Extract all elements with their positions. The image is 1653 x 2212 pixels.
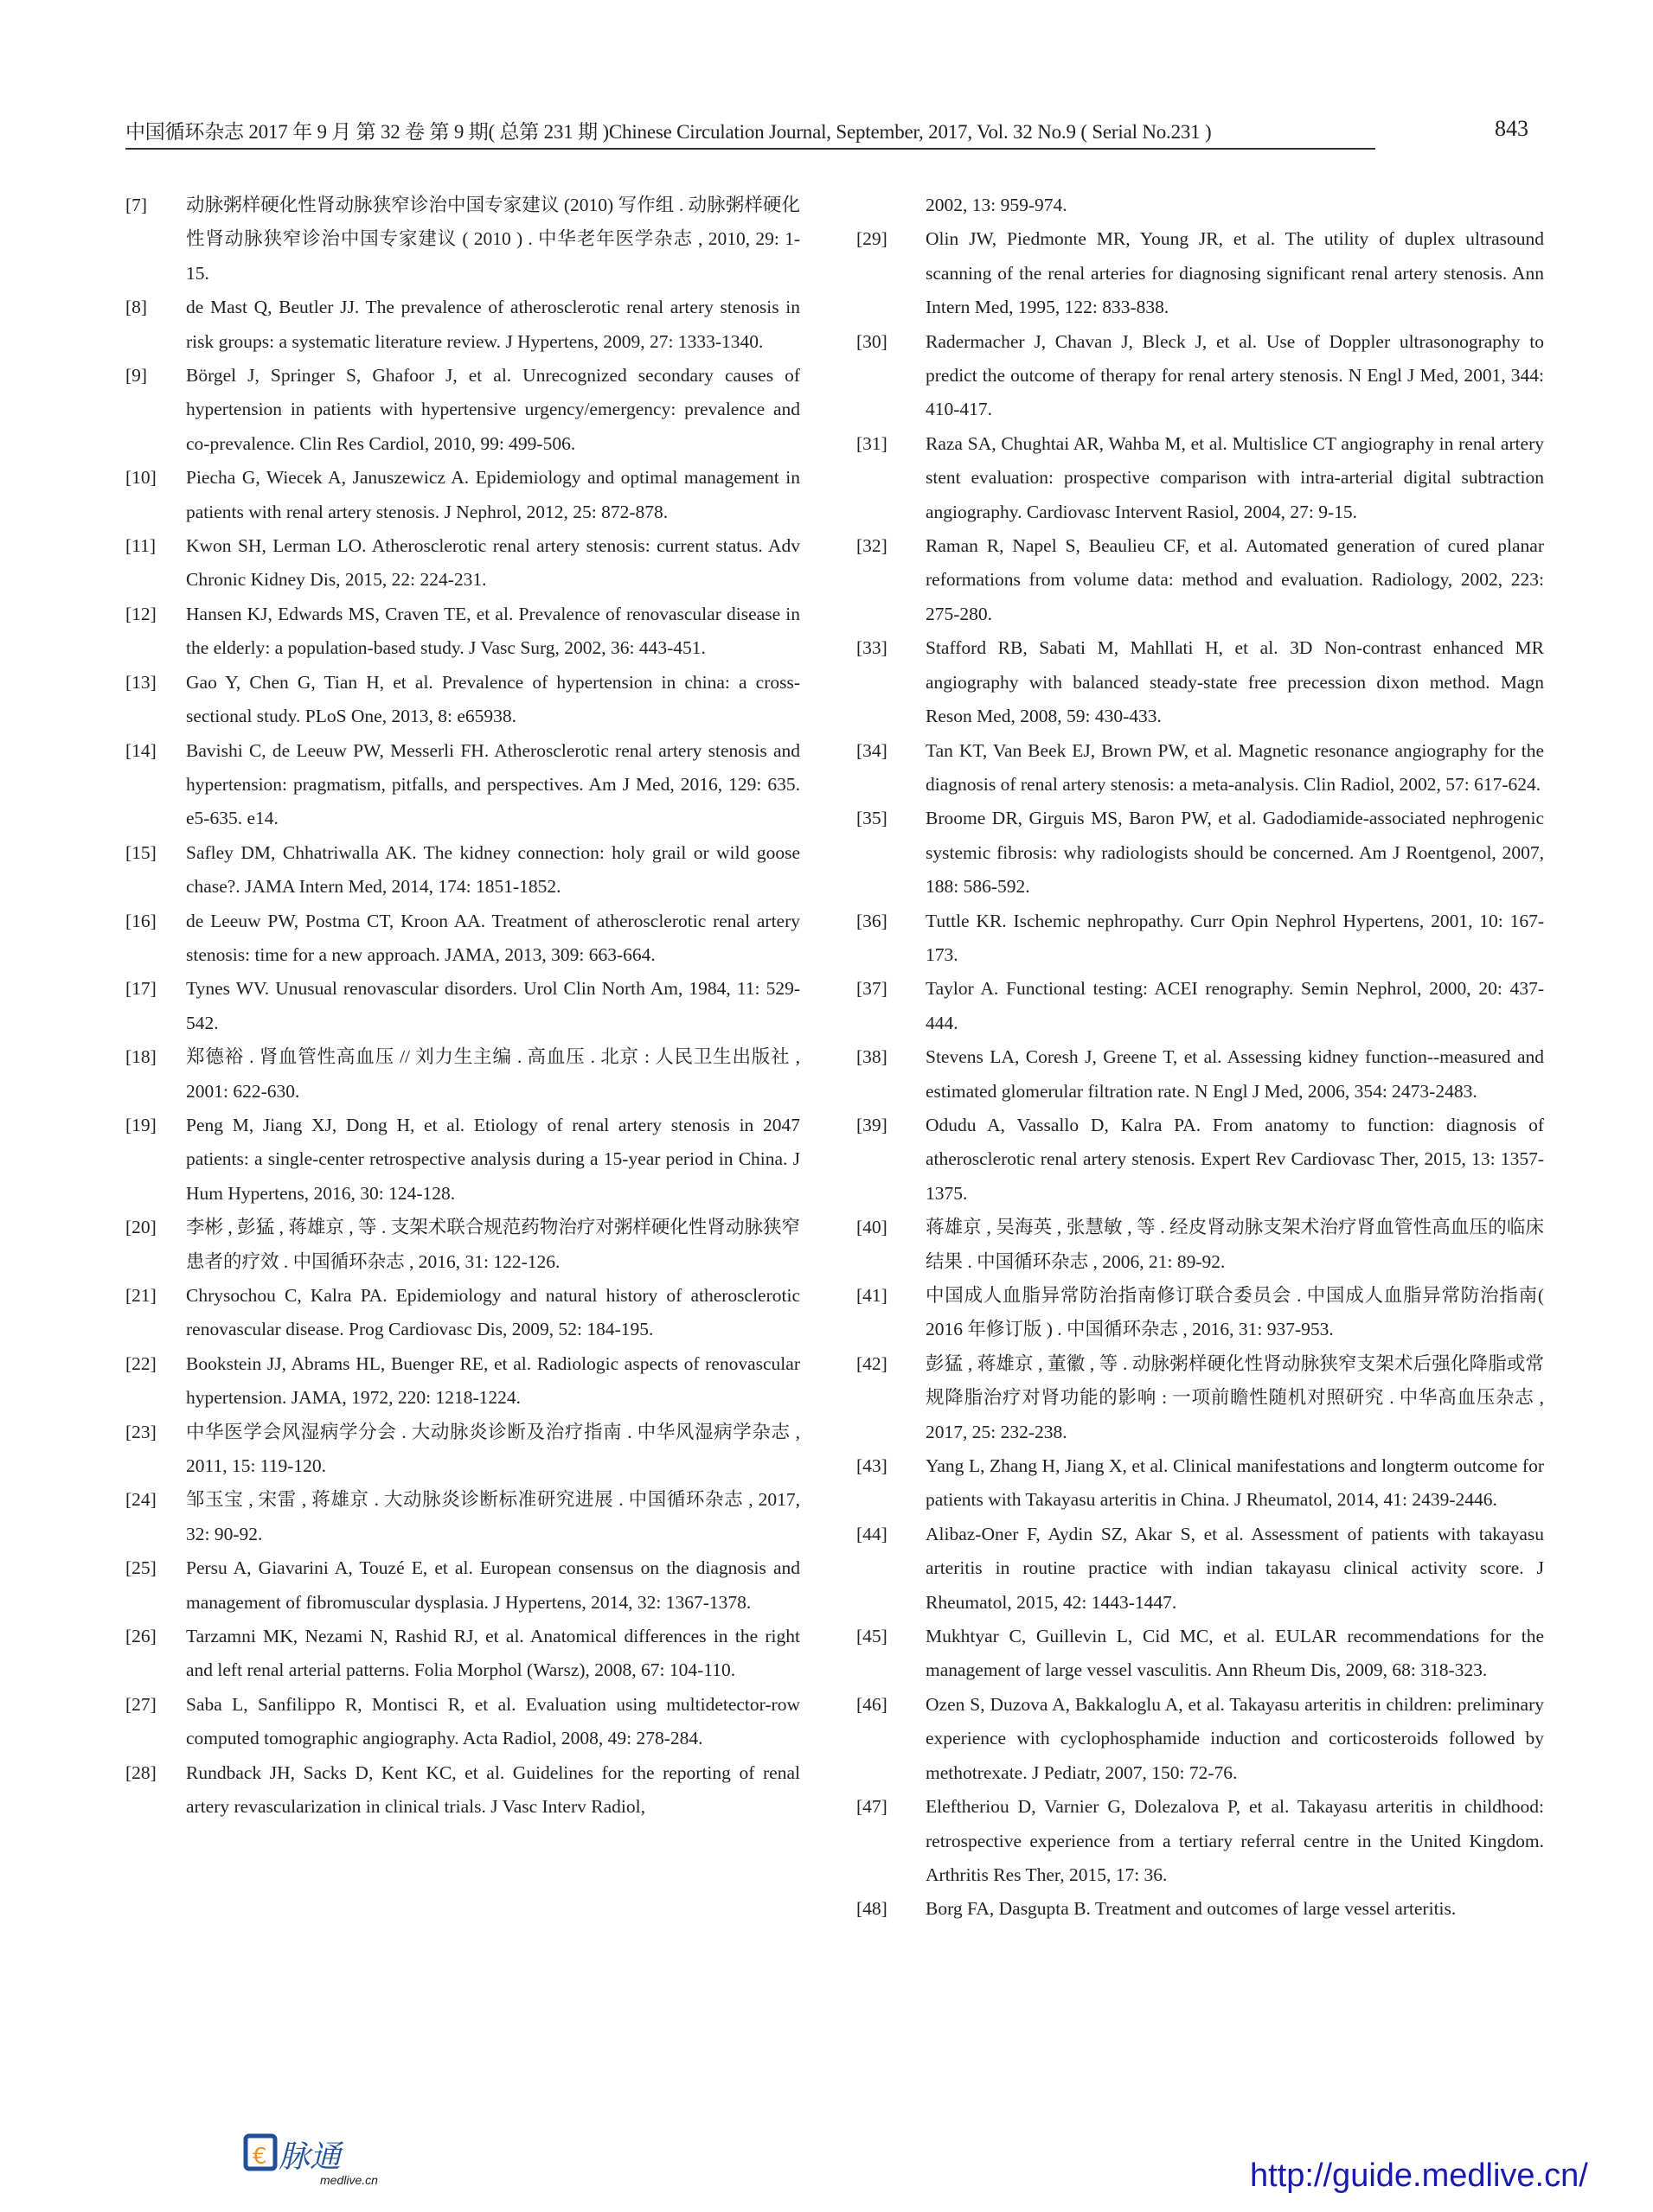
reference-number: [33] [856,637,887,659]
reference-item [856,1620,1544,1688]
reference-text: Eleftheriou D, Varnier G, Dolezalova P, et al. Takayasu arteritis in childhood: retrospective experience from a tertiary referral centre in the United Kingdom. Arthritis Res Ther, 2015, 17: 36. [926,1796,1544,1885]
reference-text: Persu A, Giavarini A, Touzé E, et al. European consensus on the diagnosis and management of fibromuscular dysplasia. J Hypertens, 2014, 32: 1367-1378. [186,1557,800,1613]
reference-number: [20] [125,1217,157,1238]
reference-number: [41] [856,1285,887,1306]
reference-item [856,1040,1544,1109]
reference-number: [48] [856,1898,887,1920]
reference-item [125,529,800,598]
reference-item [856,1892,1544,1926]
reference-item [856,529,1544,631]
reference-text: Raza SA, Chughtai AR, Wahba M, et al. Multislice CT angiography in renal artery stent evaluation: prospective comparison with intra-arterial digital subtraction angiography. Cardiovasc Intervent Rasiol, 2004, 27: 9-15. [926,432,1544,522]
reference-text: Borg FA, Dasgupta B. Treatment and outcomes of large vessel arteritis. [926,1898,1457,1920]
left-column [125,189,800,1825]
reference-text: Rundback JH, Sacks D, Kent KC, et al. Guidelines for the reporting of renal artery revascularization in clinical trials. J Vasc Interv Radiol, [186,1761,800,1818]
reference-text: Raman R, Napel S, Beaulieu CF, et al. Automated generation of cured planar reformations from volume data: method and evaluation. Radiology, 2002, 223: 275-280. [926,535,1544,624]
reference-item [856,222,1544,324]
reference-item [125,1347,800,1416]
reference-item [125,1211,800,1279]
svg-text:€: € [253,2144,267,2170]
reference-text: Bookstein JJ, Abrams HL, Buenger RE, et al. Radiologic aspects of renovascular hypertension. JAMA, 1972, 220: 1218-1224. [186,1352,800,1409]
reference-item [856,1790,1544,1892]
reference-number: [46] [856,1693,887,1715]
reference-item [856,734,1544,802]
reference-item [856,1109,1544,1211]
reference-item [125,1551,800,1620]
reference-number: [26] [125,1626,157,1647]
reference-number: [13] [125,671,157,693]
reference-text: Olin JW, Piedmonte MR, Young JR, et al. The utility of duplex ultrasound scanning of the renal arteries for diagnosing significant renal artery stenosis. Ann Intern Med, 1995, 122: 833-838. [926,228,1544,318]
reference-text: 邹玉宝 , 宋雷 , 蒋雄京 . 大动脉炎诊断标准研究进展 . 中国循环杂志 , 2017, 32: 90-92. [186,1489,800,1544]
reference-item [125,972,800,1040]
reference-item [125,836,800,905]
reference-text: Bavishi C, de Leeuw PW, Messerli FH. Atherosclerotic renal artery stenosis and hypertension: pragmatism, pitfalls, and perspectives. Am J Med, 2016, 129: 635. e5-635. e14. [186,739,800,829]
page-number: 843 [1495,116,1528,141]
reference-text: Stafford RB, Sabati M, Mahllati H, et al. 3D Non-contrast enhanced MR angiography with balanced steady-state free precession dixon method. Magn Reson Med, 2008, 59: 430-433. [926,637,1544,727]
reference-number: [12] [125,603,157,624]
reference-item [125,1483,800,1551]
reference-text: 李彬 , 彭猛 , 蒋雄京 , 等 . 支架术联合规范药物治疗对粥样硬化性肾动脉狭窄患者的疗效 . 中国循环杂志 , 2016, 31: 122-126. [186,1217,800,1272]
reference-number: [21] [125,1285,157,1306]
reference-number: [45] [856,1626,887,1647]
reference-text: 郑德裕 . 肾血管性高血压 // 刘力生主编 . 高血压 . 北京 : 人民卫生出版社 , 2001: 622-630. [186,1046,800,1102]
reference-number: [31] [856,432,887,454]
reference-item [125,1416,800,1484]
reference-text: Alibaz-Oner F, Aydin SZ, Akar S, et al. Assessment of patients with takayasu arteritis in routine practice with indian takayasu clinical activity score. J Rheumatol, 2015, 42: 1443-1447. [926,1523,1544,1613]
reference-item [856,325,1544,427]
reference-item [856,1449,1544,1518]
reference-text: Yang L, Zhang H, Jiang X, et al. Clinical manifestations and longterm outcome for patients with Takayasu arteritis in China. J Rheumatol, 2014, 41: 2439-2446. [926,1455,1544,1511]
reference-text: Safley DM, Chhatriwalla AK. The kidney connection: holy grail or wild goose chase?. JAMA Intern Med, 2014, 174: 1851-1852. [186,841,800,898]
reference-item [125,359,800,461]
reference-text: 蒋雄京 , 吴海英 , 张慧敏 , 等 . 经皮肾动脉支架术治疗肾血管性高血压的临床结果 . 中国循环杂志 , 2006, 21: 89-92. [926,1217,1544,1272]
reference-number: [15] [125,841,157,863]
reference-text: de Mast Q, Beutler JJ. The prevalence of atherosclerotic renal artery stenosis in risk groups: a systematic literature review. J Hypertens, 2009, 27: 1333-1340. [186,297,800,352]
medlive-logo [242,2129,407,2190]
reference-number: [11] [125,535,157,557]
reference-text: 中华医学会风湿病学分会 . 大动脉炎诊断及治疗指南 . 中华风湿病学杂志 , 2011, 15: 119-120. [186,1421,800,1477]
reference-number: [47] [856,1796,887,1818]
reference-number: [29] [856,228,887,250]
reference-text: Odudu A, Vassallo D, Kalra PA. From anatomy to function: diagnosis of atherosclerotic renal artery stenosis. Expert Rev Cardiovasc Ther, 2015, 13: 1357-1375. [926,1114,1544,1204]
reference-item [125,666,800,734]
reference-text: Radermacher J, Chavan J, Bleck J, et al. Use of Doppler ultrasonography to predict the outcome of therapy for renal artery stenosis. N Engl J Med, 2001, 344: 410-417. [926,330,1544,420]
reference-item [856,1347,1544,1449]
reference-number: [44] [856,1523,887,1544]
reference-number: [17] [125,978,157,1000]
svg-text:medlive.cn: medlive.cn [320,2173,378,2187]
reference-text: Tarzamni MK, Nezami N, Rashid RJ, et al. Anatomical differences in the right and left renal arterial patterns. Folia Morphol (Warsz), 2008, 67: 104-110. [186,1626,800,1681]
reference-number: [8] [125,297,148,318]
reference-number: [28] [125,1761,157,1783]
reference-number: [18] [125,1046,157,1068]
reference-text: Tan KT, Van Beek EJ, Brown PW, et al. Magnetic resonance angiography for the diagnosis of renal artery stenosis: a meta-analysis. Clin Radiol, 2002, 57: 617-624. [926,739,1544,795]
reference-text: Ozen S, Duzova A, Bakkaloglu A, et al. Takayasu arteritis in children: preliminary experience with cyclophosphamide induction and corticosteroids followed by methotrexate. J Pediatr, 2007, 150: 72-76. [926,1693,1544,1783]
reference-item [856,1688,1544,1790]
svg-text:脉通: 脉通 [279,2139,342,2175]
reference-text: Börgel J, Springer S, Ghafoor J, et al. Unrecognized secondary causes of hypertension in patients with hypertensive urgency/emergency: prevalence and co-prevalence. Clin Res Cardiol, 2010, 99: 499-506. [186,365,800,454]
reference-item [125,1040,800,1109]
reference-number: [32] [856,535,887,557]
reference-item [856,1279,1544,1347]
reference-item [856,427,1544,529]
reference-text: Gao Y, Chen G, Tian H, et al. Prevalence of hypertension in china: a cross-sectional study. PLoS One, 2013, 8: e65938. [186,671,800,727]
reference-number: [30] [856,330,887,352]
reference-item [125,905,800,973]
reference-number: [34] [856,739,887,761]
reference-text: Saba L, Sanfilippo R, Montisci R, et al. Evaluation using multidetector-row computed tomographic angiography. Acta Radiol, 2008, 49: 278-284. [186,1693,800,1749]
reference-number: [42] [856,1352,887,1374]
reference-text: Hansen KJ, Edwards MS, Craven TE, et al. Prevalence of renovascular disease in the elderly: a population-based study. J Vasc Surg, 2002, 36: 443-451. [186,603,800,659]
reference-number: [38] [856,1046,887,1068]
reference-number: [25] [125,1557,157,1579]
reference-item [125,1620,800,1688]
right-column [856,189,1544,1927]
reference-text: Piecha G, Wiecek A, Januszewicz A. Epidemiology and optimal management in patients with renal artery stenosis. J Nephrol, 2012, 25: 872-878. [186,467,800,522]
reference-item [856,905,1544,973]
reference-number: [35] [856,808,887,829]
running-header: 中国循环杂志 2017 年 9 月 第 32 卷 第 9 期( 总第 231 期 )Chinese Circulation Journal, September, 2017, Vol. 32 No.9 ( Serial No.231 ) [125,116,1375,150]
reference-number: [36] [856,910,887,931]
reference-number: [24] [125,1489,157,1511]
reference-item [125,1279,800,1347]
reference-item [856,1518,1544,1620]
reference-number: [22] [125,1352,157,1374]
reference-text: 中国成人血脂异常防治指南修订联合委员会 . 中国成人血脂异常防治指南( 2016 年修订版 ) . 中国循环杂志 , 2016, 31: 937-953. [926,1285,1544,1340]
reference-number: [23] [125,1421,157,1442]
reference-item [856,1211,1544,1279]
reference-number: [16] [125,910,157,931]
reference-number: [37] [856,978,887,1000]
reference-text: Chrysochou C, Kalra PA. Epidemiology and natural history of atherosclerotic renovascular disease. Prog Cardiovasc Dis, 2009, 52: 184-195. [186,1285,800,1340]
reference-item [125,734,800,836]
reference-text: Kwon SH, Lerman LO. Atherosclerotic renal artery stenosis: current status. Adv Chronic Kidney Dis, 2015, 22: 224-231. [186,535,800,591]
reference-text: Tynes WV. Unusual renovascular disorders. Urol Clin North Am, 1984, 11: 529-542. [186,978,800,1033]
reference-text: Taylor A. Functional testing: ACEI renography. Semin Nephrol, 2000, 20: 437-444. [926,978,1544,1033]
reference-number: [27] [125,1693,157,1715]
reference-number: [40] [856,1217,887,1238]
reference-number: [9] [125,365,148,387]
reference-text: 彭猛 , 蒋雄京 , 董徽 , 等 . 动脉粥样硬化性肾动脉狭窄支架术后强化降脂或常规降脂治疗对肾功能的影响 : 一项前瞻性随机对照研究 . 中华高血压杂志 , 2017, 25: 232-238. [926,1352,1544,1442]
reference-text: de Leeuw PW, Postma CT, Kroon AA. Treatment of atherosclerotic renal artery stenosis: time for a new approach. JAMA, 2013, 309: 663-664. [186,910,800,965]
reference-item [856,631,1544,733]
reference-item [856,972,1544,1040]
reference-text: Broome DR, Girguis MS, Baron PW, et al. Gadodiamide-associated nephrogenic systemic fibrosis: why radiologists should be concerned. Am J Roentgenol, 2007, 188: 586-592. [926,808,1544,898]
reference-number: [14] [125,739,157,761]
reference-item [125,1756,800,1825]
reference-continuation: 2002, 13: 959-974. [926,195,1067,215]
reference-text: 动脉粥样硬化性肾动脉狭窄诊治中国专家建议 (2010) 写作组 . 动脉粥样硬化性肾动脉狭窄诊治中国专家建议 ( 2010 ) . 中华老年医学杂志 , 2010, 29: 1-15. [186,195,800,284]
reference-item [125,291,800,359]
reference-item [125,1109,800,1211]
reference-item [125,598,800,666]
reference-number: [39] [856,1114,887,1135]
reference-item [856,802,1544,904]
footer-url[interactable]: http://guide.medlive.cn/ [1250,2158,1588,2194]
reference-number: [7] [125,195,148,215]
reference-item [125,1688,800,1756]
reference-text: Tuttle KR. Ischemic nephropathy. Curr Opin Nephrol Hypertens, 2001, 10: 167-173. [926,910,1544,965]
reference-number: [10] [125,467,157,489]
reference-text: Mukhtyar C, Guillevin L, Cid MC, et al. EULAR recommendations for the management of large vessel vasculitis. Ann Rheum Dis, 2009, 68: 318-323. [926,1626,1544,1681]
reference-text: Peng M, Jiang XJ, Dong H, et al. Etiology of renal artery stenosis in 2047 patients: a single-center retrospective analysis during a 15-year period in China. J Hum Hypertens, 2016, 30: 124-128. [186,1114,800,1204]
reference-number: [43] [856,1455,887,1477]
reference-number: [19] [125,1114,157,1135]
reference-text: Stevens LA, Coresh J, Greene T, et al. Assessing kidney function--measured and estimated glomerular filtration rate. N Engl J Med, 2006, 354: 2473-2483. [926,1046,1544,1102]
reference-item [125,189,800,291]
reference-item [125,461,800,529]
